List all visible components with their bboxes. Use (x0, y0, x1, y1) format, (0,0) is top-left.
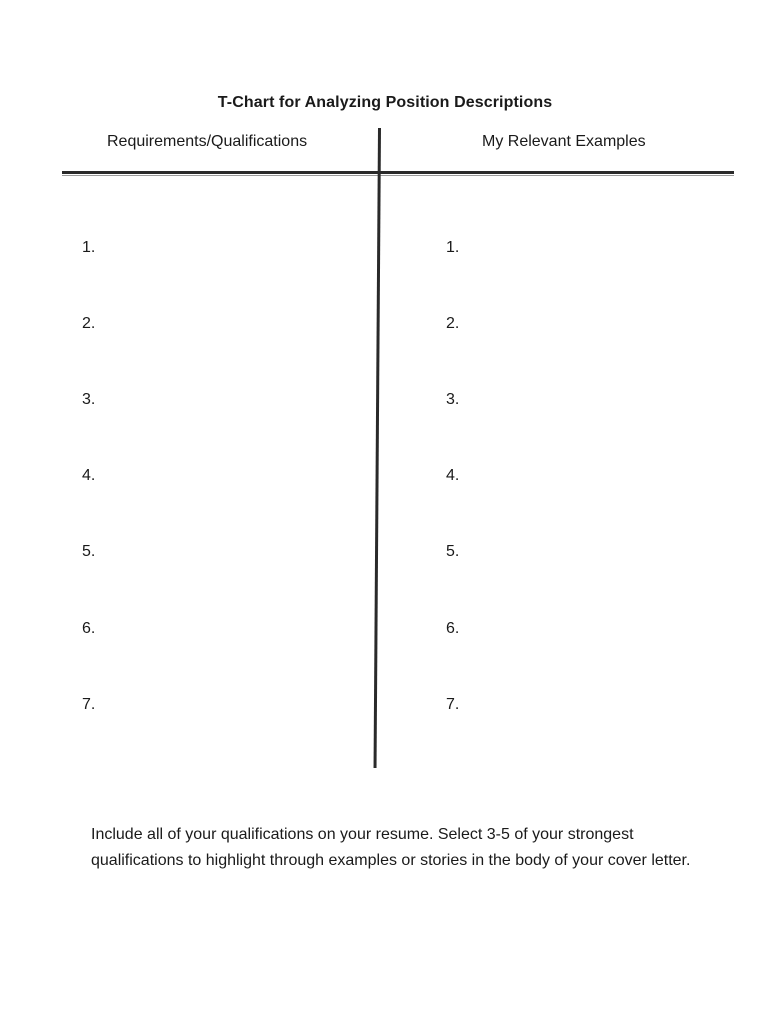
left-row-number: 3. (82, 391, 96, 408)
right-row-number: 7. (446, 696, 460, 713)
left-row-number: 2. (82, 315, 96, 332)
right-row-number: 5. (446, 543, 460, 560)
left-column-header: Requirements/Qualifications (107, 133, 308, 150)
horizontal-divider-shadow (62, 175, 734, 176)
page-title: T-Chart for Analyzing Position Descriptions (217, 94, 553, 111)
right-column-header: My Relevant Examples (482, 133, 646, 150)
left-row-number: 7. (82, 696, 96, 713)
right-row-number: 3. (446, 391, 460, 408)
left-row-number: 6. (82, 620, 96, 637)
left-row-number: 4. (82, 467, 96, 484)
right-row-number: 2. (446, 315, 460, 332)
left-row-number: 1. (82, 239, 96, 256)
left-row-number: 5. (82, 543, 96, 560)
horizontal-divider (62, 171, 734, 174)
right-row-number: 6. (446, 620, 460, 637)
right-row-number: 1. (446, 239, 460, 256)
right-row-number: 4. (446, 467, 460, 484)
vertical-divider (374, 128, 381, 768)
footer-instructions: Include all of your qualifications on your resume. Select 3-5 of your strongest qualifications to highlight through examples or stories in the body of your cover letter. (91, 826, 691, 869)
